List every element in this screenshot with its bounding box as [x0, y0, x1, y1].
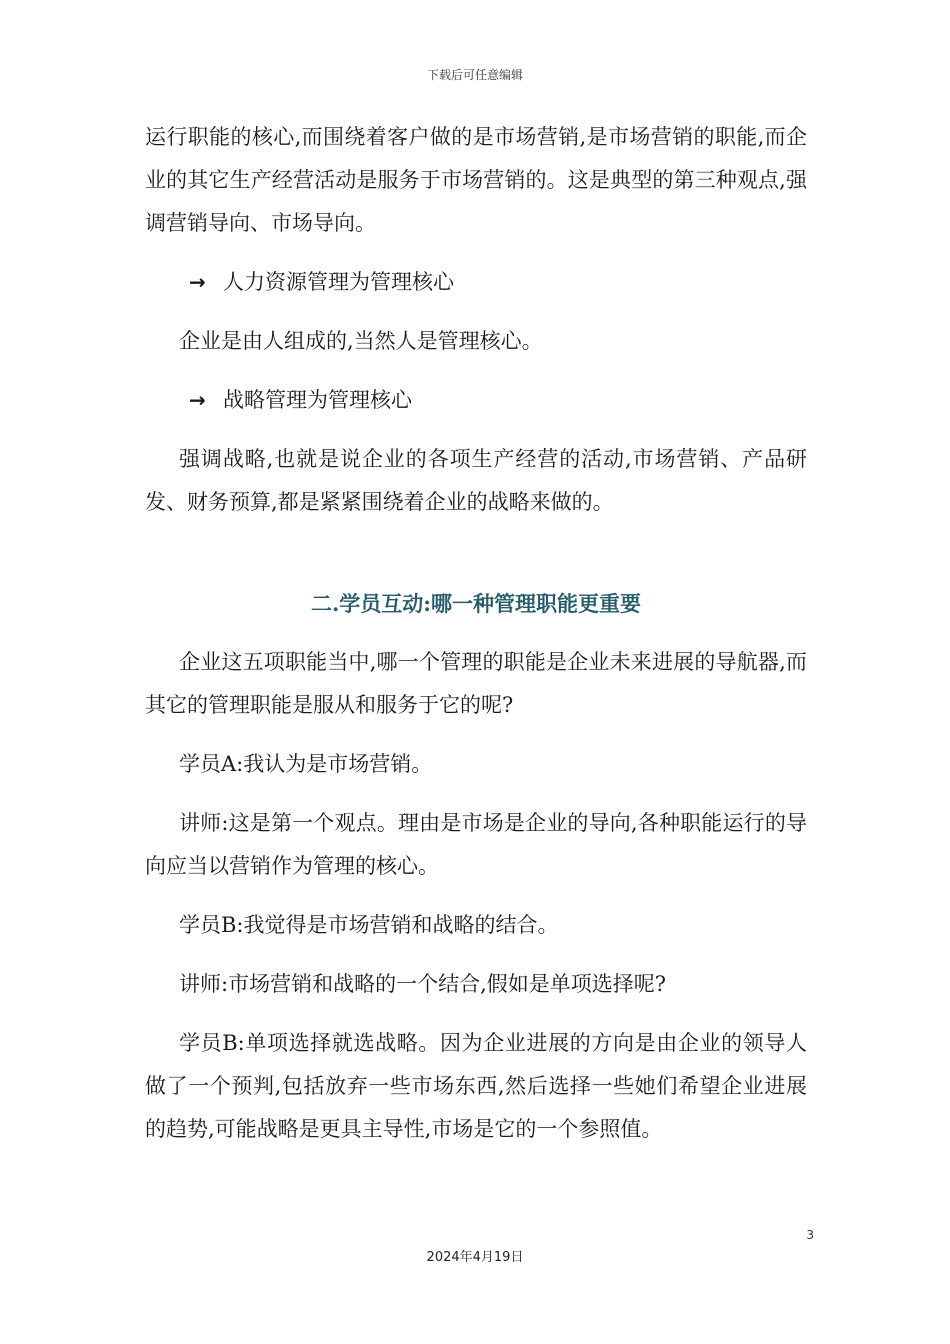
bullet-text: 战略管理为管理核心 — [223, 388, 412, 412]
paragraph: 企业是由人组成的,当然人是管理核心。 — [179, 329, 543, 353]
page-number: 3 — [806, 1228, 814, 1242]
section-heading: 二.学员互动:哪一种管理职能更重要 — [310, 591, 642, 616]
paragraph: 强调战略,也就是说企业的各项生产经营的活动,市场营销、产品研发、财务预算,都是紧紧围绕着企业的战略来做的。 — [145, 447, 807, 514]
bullet-item-hr — [145, 261, 807, 304]
arrow-right-icon: → — [189, 388, 206, 412]
footer-date: 2024年4月19日 — [426, 1250, 524, 1265]
paragraph: 讲师:市场营销和战略的一个结合,假如是单项选择呢? — [179, 972, 667, 996]
document-body — [145, 116, 807, 1167]
paragraph: 学员A:我认为是市场营销。 — [179, 752, 433, 776]
paragraph: 学员B:单项选择就选战略。因为企业进展的方向是由企业的领导人做了一个预判,包括放弃一些市场东西,然后选择一些她们希望企业进展的趋势,可能战略是更具主导性,市场是它的一个参照值。 — [145, 1031, 807, 1141]
bullet-text: 人力资源管理为管理核心 — [223, 270, 454, 294]
paragraph: 企业这五项职能当中,哪一个管理的职能是企业未来进展的导航器,而其它的管理职能是服从和服务于它的呢? — [145, 650, 807, 717]
arrow-right-icon: → — [189, 270, 206, 294]
header-note: 下载后可任意编辑 — [426, 68, 523, 82]
bullet-item-strategy — [145, 379, 807, 422]
paragraph: 学员B:我觉得是市场营销和战略的结合。 — [179, 913, 559, 937]
paragraph-continuation: 运行职能的核心,而围绕着客户做的是市场营销,是市场营销的职能,而企业的其它生产经营活动是服务于市场营销的。这是典型的第三种观点,强调营销导向、市场导向。 — [145, 125, 807, 235]
paragraph: 讲师:这是第一个观点。理由是市场是企业的导向,各种职能运行的导向应当以营销作为管理的核心。 — [145, 811, 807, 878]
